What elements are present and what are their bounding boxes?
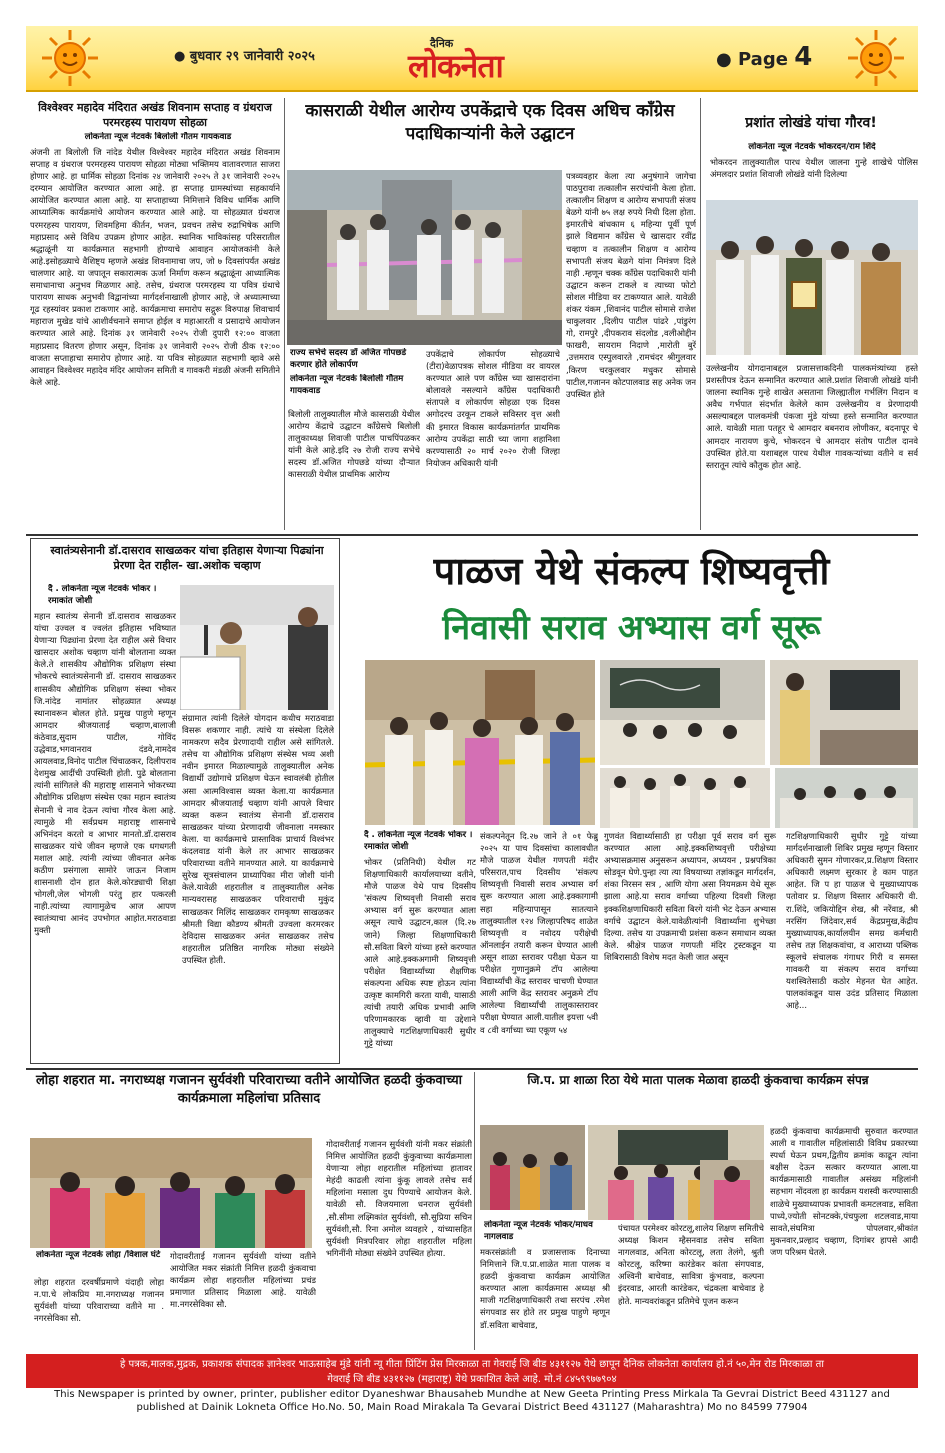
story3-lead: भोकरदन तालुक्यातील पारध येथील जालना गुन्हे शाखेचे पोलिस अंमलदार प्रशांत शिवाजी लोखंडे यांनी दिलेल्या bbox=[710, 157, 918, 180]
story3-photo bbox=[706, 200, 918, 355]
story3-headline: प्रशांत लोखंडे यांचा गौरव! bbox=[745, 115, 877, 131]
column-divider bbox=[474, 1072, 475, 1350]
imprint-english-line2: published at Dainik Lokneta Office Ho.No. 50, Main Road Mirakala Ta Gevarai District Beed 431127 (Maharashtra) Mo no 84599 77904 bbox=[136, 1402, 808, 1413]
story2-col1: बिलोली तालुक्यातील मौजे कासराळी येथील आरोग्य केंद्राचे उद्घाटन कॉंग्रेसचे बिलोली तालुकाध्यक्ष शिवाजी पाटील पाचपिंपळकर यांनी केले आहे.इदि २७ रोजी राज्य सभेचे सदस्य डॉ.अजित गोपछडे यांच्या दौऱ्यात कासराळी येथील प्राथमिक आरोग्य bbox=[288, 409, 420, 480]
sun-left-icon bbox=[40, 28, 100, 88]
story4-headline: स्वातंत्र्यसेनानी डॉ.दासराव साखळकर यांचा इतिहास येणाऱ्या पिढ्यांना प्रेरणा देत राहील- खा.अशोक चव्हाण bbox=[50, 544, 324, 572]
story2-col3: पत्रव्यवहार केला त्या अनुषंगाने जागेचा पाठपुरावा तत्कालीन सरपंचांनी केला होता. तत्कालीन शिक्षण व आरोग्य सभापती संजय बेळगे यांनी ७५ लक्ष रुपये निधी दिला होता. इमारतीचे बांधकाम ६ महिन्या पूर्वी पूर्ण झाले विद्यमान काँग्रेस चे खासदार रवींद्र चव्हाण व तत्कालीन शिक्षण व आरोग्य सभापती संजय बेळगे यांना निमंत्रण दिले नाही .म्हणून चक्क कॉंग्रेस पदाधिकारी यांनी उद्घाटन करून टाकले व त्याच्या फोटो सोशल मीडिया वर टाकण्यात आले. यावेळी शंकर यंकम ,शिवानंद पाटील सोमासे राजेश चाकुलवार ,दिलीप पाटील पांढरे ,पांडुरंग गो, रामपुरे ,दीपकराव संदलोड ,वलीओद्दीन फाखरी, सायराम निदाणे ,मारोती बुरें ,उत्तमराव एस्पुलवारते ,रामचंदर श्रीगुलवार ,किरण चरकुलवार मधुकर सोमासे पाटील,गजानन कोटपालवाड सह अनेक जन उपस्थित होते bbox=[566, 171, 696, 399]
story6-col3: गोदावरीताई गजानन सुर्यवंशी यांनी मकर संक्रांती निमित्त आयोजित हळदी कुंकुवाच्या कार्यक्रमाला येणाऱ्या लोहा शहरातील महिलांच्या हातावर मेहंदी काढली त्यांना कुंकू लावले तसेच सर्व महिलांना मसाला दुध पिण्याचे आयोजन केले. यावेळी सौ. विजयमाला धनराज सुर्यवंशी ,सौ.सीमा लक्ष्मिकांत सुर्यवंशी, सौ.सुप्रिया सचिन सुर्यवंशी,सौ. रिना अमोल व्यवहारे , यांच्यासहित सुर्यवंशी मित्रपरिवार लोहा शहरातील महिला भगिनींनी मोठ्या संख्येने उपस्थित होत्या. bbox=[326, 1139, 472, 1258]
sun-right-icon bbox=[846, 28, 906, 88]
issue-date: ● बुधवार २९ जानेवारी २०२५ bbox=[174, 49, 315, 64]
story4-col2: संग्रामात त्यांनी दिलेले योगदान कधीच मराठवाडा विसरू शकणार नाही. त्यांचे या संस्थेला दिलेले नामकरण सदैव प्रेरणादायी राहील असे सांगितले. तसेच या औद्योगिक प्रशिक्षण संस्थेस भव्य अशी नवीन इमारत मिळाल्यामुळे तालुक्यातील अनेक विद्यार्थी उद्योगाचे प्रशिक्षण घेऊन स्वावलंबी होतील असा आत्मविश्वास व्यक्त केला.या कार्यक्रमात आमदार श्रीजयाताई चव्हाण यांनी आपले विचार व्यक्त करून स्वातंत्र्य सेनानी डॉ.दासराव साखळकर यांच्या प्रेरणादायी जीवनाला नमस्कार केला. या कार्यक्रमाचे प्रास्ताविक प्राचार्य विश्वंभर कंदलवाड यांनी केले तर आभार साखळकर परिवाराच्या वतीने मानण्यात आले. या कार्यक्रमाचे सुरेख सूत्रसंचालन प्राध्यापिका मीरा जोशी यांनी केले.यावेळी शहरातील व तालुक्यातील अनेक मान्यवरासह साखळकर परिवाराची मुकुंद साखळकर मिलिंद साखळकर रामकृष्ण साखळकर श्रीमती विद्या कौडण्य श्रीमती उज्वला करमरकर देविदास साखळकर अनंत साखळकर तसेच शहरातील प्रतिष्ठित नागरिक मोठ्या संख्येने उपस्थित होती. bbox=[182, 713, 334, 965]
story1-body: अंजनी ता बिलोली जि नांदेड येथील विश्वेश्वर महादेव मंदिरात अखंड शिवनाम सप्ताह व ग्रंथराज परमरहस्य पारायण सोहळा मोठ्या भक्तिमय वातावरणात साजरा होणार आहे. हा धार्मिक सोहळा दिनांक २४ जानेवारी २०२५ ते ३१ जानेवारी २०२५ दरम्यान आयोजित करण्यात आला आहे. हा सप्ताह ग्रामस्थांच्या सहकार्याने आयोजित करण्यात आला आहे. या सप्ताहाच्या निमित्ताने विविध धार्मिक आणि आध्यात्मिक कार्यक्रमांचे आयोजन करण्यात आले आहे. या सोहळ्यात ग्रंथराज परमरहस्य पारायण, शिवमहिमा कीर्तन, भजन, प्रवचन तसेच रुद्राभिषेक आणि महाप्रसाद असे विविध उपक्रम होणार आहेत. स्थानिक भाविकांसह परिसरातील श्रद्धाळूंनी या कार्यक्रमात सहभागी होण्याचे आवाहन आयोजकांनी केले आहे.इसोहळ्याचे वैशिष्ट्य म्हणजे अखंड शिवनामाचा जप, जो ७ दिवसांपर्यंत अखंड चालणार आहे. या जपातून सकारात्मक ऊर्जा निर्माण करून श्रद्धाळूंना आध्यात्मिक समाधानाचा अनुभव मिळणार आहे. तसेच, ग्रंथराज परमरहस्य या पवित्र ग्रंथाचे पारायण साधक अनुभवी विद्वानांच्या मार्गदर्शनाखाली होणार आहे, जे अध्यात्माच्या गूढ रहस्यांवर प्रकाश टाकणार आहे. कार्यक्रमाचा समारोप सद्गुरू विरुपाक्ष शिवाचार्य महाराज मुखेड यांचे आशीर्वचनाने समाप्त होईल व महाआरती व प्रसादाचे आयोजन करण्यात आले आहे. दिनांक ३१ जानेवारी २०२५ रोजी दुपारी १२:०० वाजता महाप्रसाद वितरण होणार असून, दिनांक ३१ जानेवारी २०२५ रोजी ठीक १२:०० वाजता सप्ताहाचा समारोप होणार आहे. या पवित्र सोहळ्यात सहभागी व्हावे असे आवाहन विश्वेश्वर महादेव मंदिर आयोजन समिती व गावकरी मंडळी अंजनी समितीने केले आहे. bbox=[30, 147, 280, 387]
story5-byline: दै . लोकनेता न्यूज नेटवर्क भोकर । रमाकांत जोशी bbox=[364, 830, 473, 852]
story2-photo bbox=[287, 170, 562, 345]
story5-photo-classroom1 bbox=[600, 660, 765, 765]
masthead-daily-label: दैनिक bbox=[430, 37, 454, 50]
page-number: 4 bbox=[794, 42, 813, 72]
imprint-marathi-line1: हे पत्रक,मालक,मुद्रक, प्रकाशक संपादक ज्ञानेश्वर भाऊसाहेब मुंडे यांनी न्यू गीता प्रिंटिंग प्रेस मिरकाळा ता गेवराई जि बीड ४३११२७ येथे छापून दैनिक लोकनेता कार्यालय हो.नं ५०,मेन रोड मिरकाळा ता bbox=[120, 1359, 824, 1370]
section-divider bbox=[26, 1068, 918, 1070]
story3-byline: लोकनेता न्यूज नेटवर्क भोकरदन/राम शिंदे bbox=[748, 142, 876, 152]
story6-col2: गोदावरीताई गजानन सुर्यवंशी यांच्या वतीने आयोजित मकर संक्रांती निमित्त हळदी कुंकवाचा कार्यक्रम लोहा शहरातील महिलांच्या प्रचंड प्रमाणात प्रतिसाद मिळाला आहे. यावेळी मा.नगरसेविका सौ. bbox=[170, 1251, 316, 1310]
story7-col2: पंचायत परमेश्वर कोरटलू,शालेय शिक्षण समितीचे अध्यक्ष किशन म्हैसनवाड तसेच सविता नागलवाड, अनिता कोरटलू, लता तेलंगे, श्रुती कोरटलू, करिष्मा कारंडेकर कांता संगपवाड, अश्विनी बाचेवाड, सावित्रा कुंभवाड, कल्पना इंदरवाड, आरती कारंडेकर, चंद्रकला बाचेवाड हे होते. मान्यवरांकडून प्रतिमेचे पूजन करून bbox=[618, 1223, 764, 1306]
story6-byline: लोकनेता न्यूज नेटवर्क लोहा /विशाल घंटे bbox=[36, 1250, 161, 1260]
story5-headline-secondary: निवासी सराव अभ्यास वर्ग सूरू bbox=[442, 608, 821, 648]
story6-col1: लोहा शहरात दरवर्षीप्रमाणे यंदाही लोहा न.पा.चे लोकप्रिय मा.नगराध्यक्ष गजानन सुर्यवंशी यांच्या परिवाराच्या वतीने मा . नगरसेविका सौ. bbox=[34, 1277, 164, 1324]
page-indicator bbox=[716, 42, 812, 72]
story7-col3: हळदी कुंकवाचा कार्यक्रमाची सुरुवात करण्यात आली व गावातील महिलांसाठी विविध प्रकारच्या स्पर्धा घेऊन प्रथम,द्वितीय क्रमांक काढून त्यांना बक्षीस देऊन सत्कार करण्यात आला.या कार्यक्रमासाठी गावातील असंख्य महिलांनी सहभाग नोंदवला हा कार्यक्रम यशस्वी करण्यासाठी शाळेचे मुख्याध्यापक प्रभावती कमटलवाड, सविता पाध्ये,ज्योती सोनटक्के,पंचफुला शटलवाड,माया सावते,संघमित्रा पोपलवार,श्रीकांत मुकनवार,प्रल्हाद चव्हाण, दिगांबर हापसे आदी जण परिश्रम घेतले. bbox=[770, 1126, 918, 1257]
story1-byline: लोकनेता न्यूज नेटवर्क बिलोली गौतम गायकवाड bbox=[84, 132, 232, 142]
story6-headline: लोहा शहरात मा. नगराध्यक्ष गजानन सुर्यवंशी परिवाराच्या वतीने आयोजित हळदी कुंकवाच्या कार्यक्रमाला महिलांचा प्रतिसाद bbox=[35, 1073, 463, 1106]
column-divider bbox=[284, 98, 285, 530]
story5-col2: संकल्पनेतून दि.२७ जाने ते ०१ फेब्रु २०२५ या पाच दिवसांचा कालावधीत मौजे पाळज येथील गणपती मंदीर परिसरात,पाच दिवसीय 'संकल्प शिष्यवृत्ती निवासी सराव अभ्यास वर्ग सुरू करण्यात आला आहे.इक्कागामी सहा महिन्यापासून सातत्याने तालुक्यातील १२४ जिल्हापरिषद शाळेत शिष्यवृत्ती व नवोदय परीक्षेची ऑनलाईन तयारी करून घेण्यात आली असून शाळा स्तरावर परीक्षा घेऊन या परीक्षेत गुणानुक्रमे टॉप आलेल्या विद्यार्थ्यांची केंद्र स्तरावर चाचणी घेण्यात आली आणि केंद्र स्तरावर अनुक्रमे टॉप आलेल्या विद्यार्थ्यांची तालुकास्तरावर परीक्षा घेण्यात आली.यातील इयत्ता ५वी व ८वी वर्गाच्या च्या एकूण ५४ bbox=[480, 831, 598, 1035]
story5-col4: गटशिक्षणाधिकारी सुधीर गुट्टे यांच्या मार्गदर्शनाखाली शिबिर प्रमुख म्हणून विस्तार अधिकारी सुमन गोणारकर,प्र.शिक्षण विस्तार अधिकारी लक्ष्मण सुरकार हे काम पाहत आहेत. जि प हा पाळज चे मुख्याध्यापक पतोवार प्र. शिक्षण विस्तार अधिकारी वी. रा.शिंदे, जकियोद्दिन शेख, श्री नरेंवाड, श्री नरसिंग जिंदेवार,सर्व केंद्रप्रमुख,केंद्रीय मुख्याध्यापक,कार्यालयीन समग्र कर्मचारी तसेच तज्ञ शिक्षकवांचा, व आराध्या पब्लिक स्कूलचे संचालक गंगाधर गिरी व समस्त गावकरी या संकल्प सराव वर्गाच्या यशस्वितेसाठी कठोर मेहनत घेत आहेत. पालकांकडून यास उदंड प्रतिसाद मिळाला आहे... bbox=[786, 831, 918, 1011]
story5-headline-primary: पाळज येथे संकल्प शिष्यवृत्ती bbox=[433, 549, 830, 593]
column-divider bbox=[700, 98, 701, 530]
story3-body: उल्लेखनीय योगदानाबद्दल प्रजासत्ताकदिनी पालकमंत्र्यांच्या हस्ते प्रशस्तीपत्र देऊन सन्मानित करण्यात आले.प्रशांत शिवाजी लोखंडे यांनी जालना स्थानिक गुन्हे शाखेत असताना जिल्ह्यातील गर्भलिंग निदान व अवैध गर्भपात संदर्भात केलेले काम उल्लेखनीय व प्रेरणादायी असल्याबद्दल पालकमंत्री पंकजा मुंडे यांच्या हस्ते सन्मानित करण्यात आले. यावेळी माता पतहूर चे आमदार बबनराव लोणीकर, बदनापूर चे आमदार नारायण कुचे, भोकरदन चे आमदार संतोष पाटील दानवे उपस्थित होते.या यशाबद्दल पारध येथील गावकऱ्यांच्या वतीने व सर्व स्तरातून त्यांचे कौतुक होत आहे. bbox=[706, 363, 918, 470]
story7-byline: लोकनेता न्यूज नेटवर्क भोकर/माधव नागलवाड bbox=[484, 1220, 593, 1242]
story2-headline: कासराळी येथील आरोग्य उपकेंद्राचे एक दिवस अधिच काँग्रेस पदाधिकाऱ्यांनी केले उद्घाटन bbox=[305, 101, 675, 144]
story2-caption: राज्य सभेचे सदस्य डॉ अजित गोपछडे करणार होते लोकार्पण bbox=[290, 348, 407, 370]
story2-byline: लोकनेता न्यूज नेटवर्क बिलोली गौतम गायकवाड bbox=[290, 374, 404, 396]
story6-photo bbox=[30, 1138, 312, 1248]
imprint-marathi-line2: गेवराई जि बीड ४३११२७ (महाराष्ट्र) येथे प्रकाशित केले आहे. मो.नं ८४५९९७७९०४ bbox=[327, 1374, 617, 1385]
story4-frame bbox=[30, 538, 340, 1064]
imprint-english-line1: This Newspaper is printed by owner, printer, publisher editor Dyaneshwar Bhausaheb Mundhe at New Geeta Printing Press Mirkala Ta Gevrai District Beed 431127 and bbox=[54, 1389, 890, 1400]
story1-headline: विश्वेश्वर महादेव मंदिरात अखंड शिवनाम सप्ताह व ग्रंथराज परमरहस्य पारायण सोहळा bbox=[38, 101, 272, 129]
story5-col3: गुणवंत विद्यार्थ्यासाठी हा परीक्षा पूर्व सराव वर्ग सुरू करण्यात आला आहे.इक्कशिष्यवृत्ती परीक्षेच्या अभ्यासक्रमास अनुसरून अध्यापन, अध्ययन , प्रश्नपत्रिका सोडवून घेणे.पुन्हा त्या त्या विषयाच्या तज्ञांकडून मार्गदर्शन, शंका निरसन सत्र , आणि योगा असा नियमक्रम येथे सूरू झाला आहे.या सराव वर्गाच्या पहिल्या दिवशी जिल्हा इक्कशिक्षणाधिकारी सविता बिरगे यांनी भेट देऊन अभ्यास वर्गाचे उद्घाटन केले.यावेळीत्यांनी विद्यार्थ्यांना शुभेच्छा दिल्या. तसेच या उपक्रमाची प्रशंसा करून समाधान व्यक्त केले. श्रीक्षेत्र पाळज गणपती मंदिर ट्रस्टकडून या शिबिरासाठी विशेष मदत केली जात असून bbox=[604, 831, 776, 962]
story7-photo3 bbox=[700, 1160, 764, 1220]
story2-col2: उपकेंद्राचे लोकार्पण सोहळ्याचे (टीरा)वेळापत्रक सोशल मीडिया वर वायरल करण्यात आले पण कॉंग्रेस च्या खासदारांना बोलावले नसल्याने काँग्रेस पदाधिकारी संतापले व लोकार्पण सोहळा एक दिवस अगोदरच उरकून टाकले सविस्तर वृत्त अशी की इमारत विकास कार्यक्रमांतर्गत प्राथमिक आरोग्य उपकेंद्रा साठी च्या जागा शहानिशा करण्यासाठी २० मार्च २०२० रोजी जिल्हा नियोजन अधिकारी यांनी bbox=[426, 349, 560, 468]
imprint-english bbox=[26, 1388, 918, 1414]
story5-photo-students1 bbox=[600, 768, 770, 828]
story5-photo-students2 bbox=[775, 768, 918, 828]
story7-headline: जि.प. प्रा शाळा रिठा येथे माता पालक मेळावा हाळदी कुंकवाचा कार्यक्रम संपन्न bbox=[527, 1073, 869, 1087]
story7-col1: मकरसंक्रांती व प्रजासत्ताक दिनाच्या निमित्ताने जि.प.प्रा.शाळेत माता पालक व हळदी कुंकवाचा कार्यक्रम आयोजित करण्यात आला कार्यक्रमास अध्यक्ष श्री माजी गटशिक्षणाधिकारी तथा सरपंच .रमेश संगपवाड सर होते तर प्रमुख पाहुणे म्हणून डॉ.सविता बाचेवाड, bbox=[480, 1247, 610, 1330]
story5-col1: भोकर (प्रतिनिधी) येथील गट शिक्षणाधिकारी कार्यालयाच्या वतीने, मौजे पाळज येथे पाच दिवसीय 'संकल्प शिष्यवृत्ती निवासी सराव अभ्यास वर्ग सुरू करण्यात आला असून त्याचे उद्घाटन,काल (दि.२७ जाने) जिल्हा शिक्षणाधिकारी सौ.सविता बिरगे यांच्या हस्ते करण्यात आले आहे.इक्कअगामी शिष्यवृत्ती परीक्षेत विद्यार्थ्यांच्या शैक्षणिक संकल्पना अधिक स्पष्ट होऊन त्यांना उत्कृष्ट कामगिरी करता यावी, यासाठी त्यांची तयारी अधिक प्रभावी आणि परिणामकारक व्हावी या उद्देशाने तालुक्याचे गटशिक्षणाधिकारी सुधीर गुट्टे यांच्या bbox=[364, 857, 476, 1049]
masthead bbox=[26, 26, 918, 92]
story4-col1: महान स्वातंत्र्य सेनानी डॉ.दासराव साखळकर यांचा उज्वल व ज्वलंत इतिहास भविष्यात येणाऱ्या पिढ्यांना प्रेरणा देत राहील असे विचार खासदार अशोक चव्हाण यांनी बोलताना व्यक्त केले.ते शासकीय औद्योगिक प्रशिक्षण संस्था भोकरचे स्वातंत्र्यसेनानी डॉ. दासराव साखळकर शासकीय औद्योगिक प्रशिक्षण संस्था भोकर जि.नांदेड नामांतर सोहळ्यात अध्यक्ष स्थानावरून बोलत होते. प्रमुख पाहुणे म्हणून आमदार श्रीजयाताई चव्हाण,बालाजी कंठेवाड,सुदाम पाटील, गोविंद उद्धेवाड,भगवानराव दंडवे,नामदेव आयलवाड,विनोद पाटील चिंचाळकर, दिलीपराव देशमुख आदींची उपस्थिती होती. पुढे बोलताना त्यांनी सांगितले की महाराष्ट्र शासनाने भोकरच्या औद्योगिक प्रशिक्षण संस्थेस एका महान स्वातंत्र्य सेनानी चे नाव देऊन त्यांचा गौरव केला आहे. त्यामुळे मी सर्वप्रथम महाराष्ट्र शासनाचे अभिनंदन करतो व आभार मानतो.डॉ.दासराव साखळकर यांचे जीवन म्हणजे एक धगधगती मशाल आहे. त्यांनी त्यांच्या जीवनात अनेक कठीण प्रसंगाला सामोरे जाऊन निजाम शासनाशी दोन हात केले.कोरड्याची शिक्षा भोगली,जेल भोगली परंतु हार पत्करली नाही.त्यांच्या त्यागामुळेच आज आपण स्वातंत्र्याचा आनंद उपभोगत आहोत.मराठवाडा मुक्ती bbox=[34, 611, 176, 936]
page-label: ● Page bbox=[716, 49, 788, 70]
story5-photo-classroom2 bbox=[770, 660, 918, 765]
section-divider bbox=[26, 534, 918, 536]
newspaper-name: लोकनेता bbox=[408, 47, 503, 85]
story7-photo1 bbox=[480, 1125, 585, 1210]
story4-byline: दै . लोकनेता न्यूज नेटवर्क भोकर । रमाकांत जोशी bbox=[48, 584, 157, 606]
story5-photo-ribbon bbox=[365, 660, 595, 825]
